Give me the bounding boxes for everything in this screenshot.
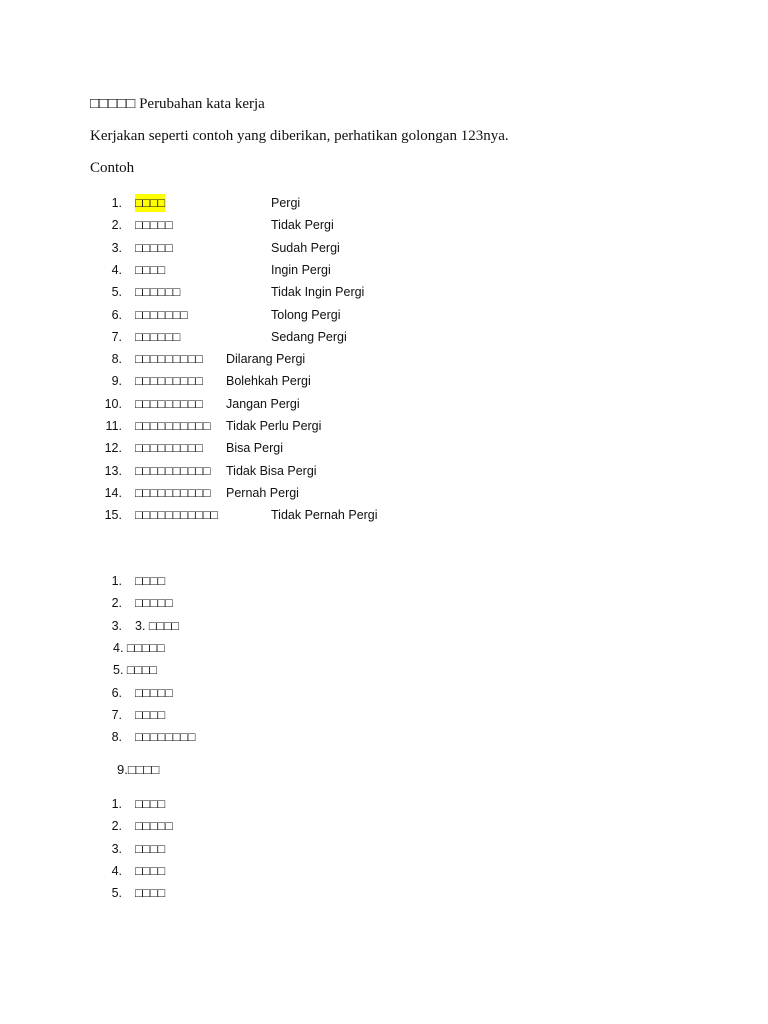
list-number: 8. xyxy=(111,352,122,367)
example-list-item xyxy=(0,239,768,257)
instruction-text: Kerjakan seperti contoh yang diberikan, perhatikan golongan 123nya. xyxy=(90,128,509,144)
list-word: □□□□□ xyxy=(135,819,173,834)
exercise-list-1-item xyxy=(0,706,768,724)
example-list-item xyxy=(0,395,768,413)
example-list-item xyxy=(0,306,768,324)
title-text: Perubahan kata kerja xyxy=(139,96,265,112)
list-word: □□□□ xyxy=(135,863,166,878)
exercise-list-1-item xyxy=(0,617,768,635)
list-number: 5. xyxy=(111,285,122,300)
list-meaning: Jangan Pergi xyxy=(226,396,300,411)
list-number: 8. xyxy=(111,730,122,745)
list-word: □□□□□ xyxy=(135,218,173,233)
list-number: 1. xyxy=(111,797,122,811)
list-word: □□□□ xyxy=(135,707,166,722)
list-number: 3. xyxy=(111,618,122,633)
example-heading: Contoh xyxy=(90,160,135,176)
example-list-item xyxy=(0,350,768,368)
list-word: □□□□□□□□□ xyxy=(135,441,203,456)
page-title xyxy=(90,96,265,113)
list-meaning: Dilarang Pergi xyxy=(226,352,306,367)
list-meaning: Tidak Pergi xyxy=(271,218,334,233)
exercise-list-1-item xyxy=(0,572,768,590)
list-number: 7. xyxy=(111,707,122,722)
exercise-list-1-item xyxy=(0,594,768,612)
list-number: 3. xyxy=(111,841,122,856)
list-number: 3. xyxy=(111,240,122,255)
example-list-item xyxy=(0,484,768,502)
list-number: 13. xyxy=(104,463,122,478)
list-meaning: Tolong Pergi xyxy=(271,307,341,322)
list-meaning: Tidak Ingin Pergi xyxy=(271,285,365,300)
list-word: □□□□□□□□□□ xyxy=(135,463,211,478)
list-word: □□□□ xyxy=(135,797,166,811)
list-word: □□□□ xyxy=(135,574,166,588)
list-word: □□□□□ xyxy=(135,596,173,611)
list-number: 2. xyxy=(111,596,122,611)
list-number: 11. xyxy=(105,419,122,433)
list-word: 3. □□□□ xyxy=(135,618,180,633)
list-number: 12. xyxy=(104,441,122,456)
list-number: 1. xyxy=(111,196,122,210)
list-meaning: Ingin Pergi xyxy=(271,262,331,277)
list-word: □□□□ xyxy=(135,841,166,856)
list-word: □□□□□□ xyxy=(135,329,181,344)
list-word: □□□□□□□□ xyxy=(135,730,196,745)
example-list-item xyxy=(0,328,768,346)
list-word: □□□□□□□□□□ xyxy=(135,485,211,500)
list-meaning: Tidak Perlu Pergi xyxy=(226,419,322,433)
list-number: 14. xyxy=(104,485,122,500)
exercise-list-1-item xyxy=(0,661,768,679)
list-number: 2. xyxy=(111,819,122,834)
example-list-item xyxy=(0,439,768,457)
list-word: □□□□□□□□□ xyxy=(135,352,203,367)
list-number: 4. xyxy=(111,262,122,277)
example-list-item xyxy=(0,506,768,524)
list-meaning: Bolehkah Pergi xyxy=(226,374,311,389)
example-list-item xyxy=(0,261,768,279)
exercise-list-2-item xyxy=(0,884,768,902)
list-meaning: Pergi xyxy=(271,196,301,210)
exercise-list-2-item xyxy=(0,862,768,880)
list-number: 7. xyxy=(111,329,122,344)
example-list-item xyxy=(0,216,768,234)
list-number: 4. xyxy=(111,863,122,878)
list-word: 5. □□□□ xyxy=(113,663,158,678)
list-word: 4. □□□□□ xyxy=(113,640,165,655)
list-meaning: Tidak Bisa Pergi xyxy=(226,463,317,478)
list-word: □□□□ xyxy=(135,262,166,277)
list-word: □□□□□□□ xyxy=(135,307,188,322)
exercise-list-2-item xyxy=(0,817,768,835)
list-number: 5. xyxy=(111,886,122,901)
list-number: 15. xyxy=(104,508,122,523)
list-meaning: Tidak Pernah Pergi xyxy=(271,508,378,523)
list-meaning: Pernah Pergi xyxy=(226,485,299,500)
list-word: □□□□ xyxy=(135,196,166,210)
example-list-item xyxy=(0,194,768,212)
list-word: □□□□□□ xyxy=(135,285,181,300)
exercise-list-1-item xyxy=(0,728,768,746)
example-list-item xyxy=(0,417,768,435)
list-word: □□□□□□□□□□□ xyxy=(135,508,219,523)
list-number: 9. xyxy=(111,374,122,389)
example-list-item xyxy=(0,283,768,301)
list-number: 6. xyxy=(111,307,122,322)
example-list-item xyxy=(0,462,768,480)
list-meaning: Bisa Pergi xyxy=(226,441,283,456)
list-meaning: Sudah Pergi xyxy=(271,240,340,255)
list-number: 6. xyxy=(111,685,122,700)
exercise-list-1-item xyxy=(0,639,768,657)
list-number: 1. xyxy=(111,574,122,588)
title-prefix: □□□□□ xyxy=(90,96,136,112)
exercise-list-2-item xyxy=(0,795,768,813)
exercise-list-1-extra-item: 9.□□□□ xyxy=(117,762,160,777)
exercise-list-2-item xyxy=(0,840,768,858)
list-word: □□□□□□□□□ xyxy=(135,374,203,389)
list-word: □□□□□□□□□□ xyxy=(135,419,211,433)
list-word: □□□□□ xyxy=(135,240,173,255)
list-word: □□□□□□□□□ xyxy=(135,396,203,411)
exercise-list-1-item xyxy=(0,684,768,702)
list-meaning: Sedang Pergi xyxy=(271,329,347,344)
list-word: □□□□□ xyxy=(135,685,173,700)
list-number: 2. xyxy=(111,218,122,233)
list-number: 10. xyxy=(104,396,122,411)
list-word: □□□□ xyxy=(135,886,166,901)
example-list-item xyxy=(0,372,768,390)
